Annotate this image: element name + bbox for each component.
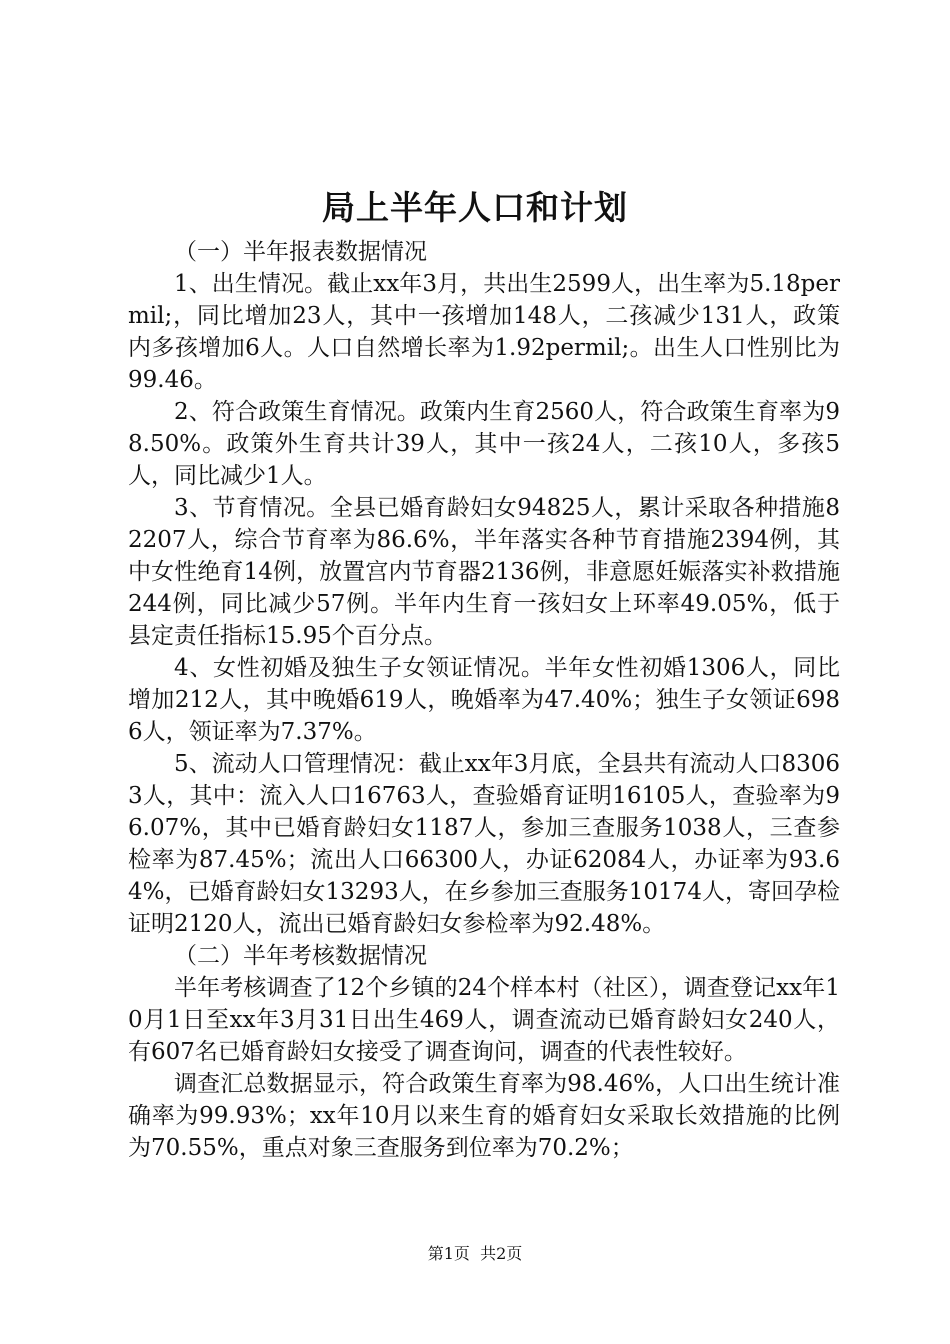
- paragraph-policy-birth: 2、符合政策生育情况。政策内生育2560人，符合政策生育率为98.50%。政策外生育共计39人，其中一孩24人，二孩10人，多孩5人，同比减少1人。: [128, 399, 840, 489]
- paragraph-marriage-certificates: 4、女性初婚及独生子女领证情况。半年女性初婚1306人，同比增加212人，其中晚婚619人，晚婚率为47.40%；独生子女领证6986人，领证率为7.37%。: [128, 655, 840, 745]
- paragraph-contraception: 3、节育情况。全县已婚育龄妇女94825人，累计采取各种措施82207人，综合节育率为86.6%，半年落实各种节育措施2394例，其中女性绝育14例，放置宫内节育器2136例，非意愿妊娠落实补救措施244例，同比减少57例。半年内生育一孩妇女上环率49.05%，低于县定责任指标15.95个百分点。: [128, 495, 840, 649]
- paragraph-birth: 1、出生情况。截止xx年3月，共出生2599人，出生率为5.18permil;，同比增加23人，其中一孩增加148人，二孩减少131人，政策内多孩增加6人。人口自然增长率为1.92permil;。出生人口性别比为99.46。: [128, 271, 840, 393]
- document-title: 局上半年人口和计划: [322, 188, 628, 227]
- footer-spacer: [470, 1244, 480, 1263]
- section-heading-2: （二）半年考核数据情况: [174, 943, 427, 969]
- paragraph-survey: 半年考核调查了12个乡镇的24个样本村（社区），调查登记xx年10月1日至xx年3月31日出生469人，调查流动已婚育龄妇女240人，有607名已婚育龄妇女接受了调查询问，调查的代表性较好。: [128, 975, 840, 1065]
- section-heading-1: （一）半年报表数据情况: [174, 239, 427, 265]
- page-footer: [0, 1242, 950, 1266]
- page-number: 第1页: [427, 1244, 470, 1263]
- page-total: 共2页: [480, 1244, 523, 1263]
- paragraph-floating-population: 5、流动人口管理情况：截止xx年3月底，全县共有流动人口83063人，其中：流入人口16763人，查验婚育证明16105人，查验率为96.07%，其中已婚育龄妇女1187人，参加三查服务1038人，三查参检率为87.45%；流出人口66300人，办证62084人，办证率为93.64%，已婚育龄妇女13293人，在乡参加三查服务10174人，寄回孕检证明2120人，流出已婚育龄妇女参检率为92.48%。: [128, 751, 840, 937]
- document-body: [128, 236, 840, 1164]
- paragraph-survey-results: 调查汇总数据显示，符合政策生育率为98.46%，人口出生统计准确率为99.93%；xx年10月以来生育的婚育妇女采取长效措施的比例为70.55%，重点对象三查服务到位率为70.2%；: [128, 1071, 840, 1161]
